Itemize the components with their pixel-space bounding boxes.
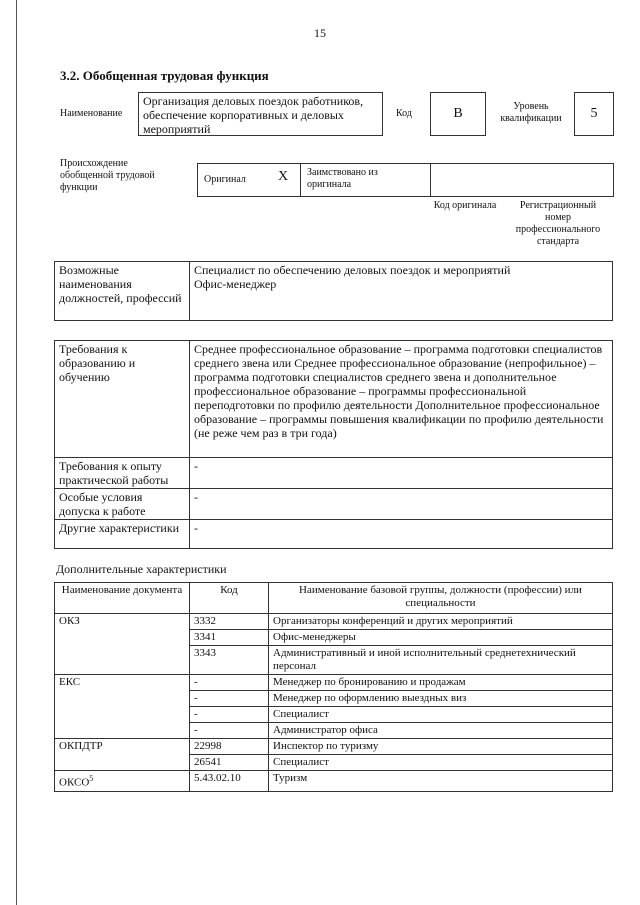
- code-cell: 22998: [190, 739, 269, 755]
- name-cell: Организаторы конференций и других мероприятий: [269, 614, 613, 630]
- name-cell: Менеджер по бронированию и продажам: [269, 675, 613, 691]
- additional-title: Дополнительные характеристики: [56, 562, 227, 576]
- level-label: Уровень квалификации: [500, 101, 562, 124]
- name-cell: Инспектор по туризму: [269, 739, 613, 755]
- doc-okpdtr: ОКПДТР: [55, 739, 190, 771]
- table-row: [55, 771, 613, 792]
- code-original-caption: Код оригинала: [433, 200, 497, 211]
- code-cell: 26541: [190, 755, 269, 771]
- code-original-cell: [431, 164, 613, 196]
- doc-okso-footnote: 5: [89, 774, 94, 783]
- page-left-edge: [16, 0, 17, 905]
- reg-number-caption: Регистрационный номер профессионального стандарта: [515, 200, 601, 247]
- code-cell: -: [190, 691, 269, 707]
- position-line: Специалист по обеспечению деловых поездок и мероприятий: [194, 263, 511, 277]
- page-number: 15: [314, 26, 326, 40]
- code-label: Код: [396, 108, 412, 119]
- name-label: Наименование: [60, 108, 123, 119]
- header-name: Наименование базовой группы, должности (профессии) или специальности: [269, 583, 613, 614]
- req-conditions-label: Особые условия допуска к работе: [55, 489, 190, 520]
- origin-frame: [197, 163, 614, 197]
- function-name-box: Организация деловых поездок работников, обеспечение корпоративных и деловых мероприятий: [138, 92, 383, 136]
- table-row: [55, 341, 613, 458]
- doc-okz: ОКЗ: [55, 614, 190, 675]
- origin-label: Происхождение обобщенной трудовой функции: [60, 158, 155, 193]
- table-row: [55, 489, 613, 520]
- table-row: [55, 675, 613, 691]
- positions-value: [190, 262, 613, 321]
- positions-table: [54, 261, 613, 321]
- original-mark: X: [278, 169, 289, 184]
- req-other-value: -: [190, 520, 613, 549]
- req-education-label: Требования к образованию и обучению: [55, 341, 190, 458]
- table-row: [55, 520, 613, 549]
- original-cell: [198, 164, 301, 196]
- req-education-value: Среднее профессиональное образование – программа подготовки специалистов среднего звена или Среднее профессиональное образование (непрофильное) – программа подготовки специалистов среднего звена и дополнительное профессиональное образование – программы профессиональной переподготовки по профилю деятельности Дополнительное профессиональное образование – программы повышения квалификации по профилю деятельности (не реже чем раз в три года): [190, 341, 613, 458]
- code-value-box: B: [430, 92, 486, 136]
- table-row: [55, 458, 613, 489]
- additional-table: [54, 582, 613, 792]
- doc-okso: [55, 771, 190, 792]
- header-document: Наименование документа: [55, 583, 190, 614]
- positions-label: Возможные наименования должностей, профессий: [55, 262, 190, 321]
- req-experience-label: Требования к опыту практической работы: [55, 458, 190, 489]
- level-value-box: 5: [574, 92, 614, 136]
- name-cell: Офис-менеджеры: [269, 630, 613, 646]
- name-cell: Менеджер по оформлению выездных виз: [269, 691, 613, 707]
- name-cell: Специалист: [269, 755, 613, 771]
- table-row: [55, 614, 613, 630]
- code-cell: -: [190, 675, 269, 691]
- header-code: Код: [190, 583, 269, 614]
- doc-okso-label: ОКСО: [59, 776, 90, 789]
- table-row: [55, 739, 613, 755]
- name-cell: Администратор офиса: [269, 723, 613, 739]
- original-label: Оригинал: [204, 174, 246, 185]
- code-cell: 3341: [190, 630, 269, 646]
- doc-eks: ЕКС: [55, 675, 190, 739]
- code-cell: -: [190, 707, 269, 723]
- code-cell: 3332: [190, 614, 269, 630]
- position-line: Офис-менеджер: [194, 277, 277, 291]
- req-experience-value: -: [190, 458, 613, 489]
- borrowed-cell: [301, 164, 431, 196]
- code-cell: -: [190, 723, 269, 739]
- table-row: [55, 262, 613, 321]
- code-cell: 3343: [190, 646, 269, 675]
- req-conditions-value: -: [190, 489, 613, 520]
- borrowed-label: Заимствовано из оригинала: [307, 167, 378, 190]
- requirements-table: [54, 340, 613, 549]
- code-cell: 5.43.02.10: [190, 771, 269, 792]
- name-cell: Туризм: [269, 771, 613, 792]
- name-cell: Специалист: [269, 707, 613, 723]
- req-other-label: Другие характеристики: [55, 520, 190, 549]
- name-cell: Административный и иной исполнительный среднетехнический персонал: [269, 646, 613, 675]
- section-title: 3.2. Обобщенная трудовая функция: [60, 68, 269, 83]
- table-header-row: [55, 583, 613, 614]
